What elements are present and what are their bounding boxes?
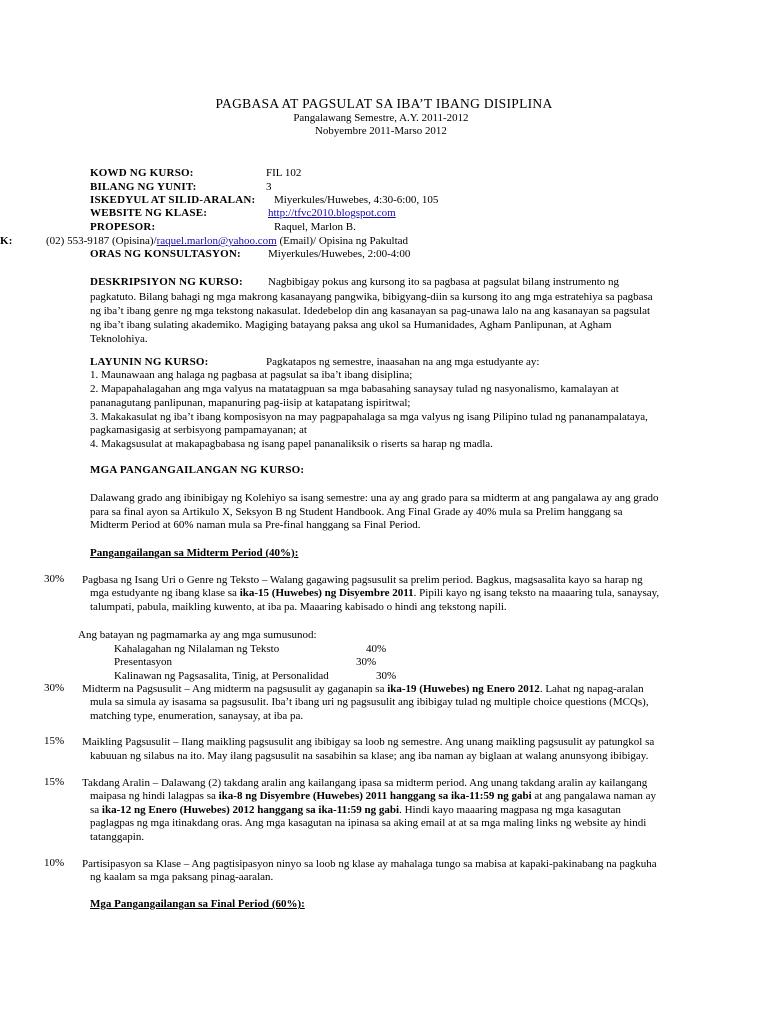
item1-line-3: talumpati, pabula, maikling kuwento, at iba pa. Maaaring kabisado o hindi ang tekstong napili.: [90, 601, 507, 613]
consult-label: ORAS NG KONSULTASYON:: [90, 248, 241, 260]
item5-line-2: ng kaalam sa mga paksang pinag-aaralan.: [90, 871, 274, 883]
contact-email-link[interactable]: raquel.marlon@yahoo.com: [156, 235, 277, 247]
item4-line-3a: sa: [90, 804, 102, 816]
objective-line-6: 4. Makagsusulat at makapagbabasa ng isang papel pananaliksik o riserts sa harap ng madla.: [90, 438, 493, 450]
item4-line-1: Takdang Aralin – Dalawang (2) takdang aralin ang kailangang ipasa sa midterm period. Ang unang takdang aralin ay kailangang: [82, 777, 648, 789]
criteria-2-value: 30%: [356, 656, 377, 668]
contact-label-cut: K:: [0, 235, 13, 247]
requirements-label: MGA PANGANGAILANGAN NG KURSO:: [90, 464, 305, 476]
item1-date: ika-15 (Huwebes) ng Disyembre 2011: [239, 587, 414, 599]
description-label: DESKRIPSIYON NG KURSO:: [90, 276, 243, 288]
item4-line-5: tatanggapin.: [90, 831, 145, 843]
item4-date-1: ika-8 ng Disyembre (Huwebes) 2011 hanggang sa ika-11:59 ng gabi: [218, 790, 532, 802]
item2-date: ika-19 (Huwebes) ng Enero 2012: [387, 683, 540, 695]
semester-line: Pangalawang Semestre, A.Y. 2011-2012: [293, 112, 469, 124]
item4-line-2: [90, 789, 656, 803]
item1-line-2: [90, 586, 659, 600]
objective-line-1: 1. Maunawaan ang halaga ng pagbasa at pagsulat sa iba’t ibang disiplina;: [90, 369, 413, 381]
requirements-line-1: Dalawang grado ang ibinibigay ng Kolehiyo sa isang semestre: una ay ang grado para sa midterm at ang pangalawa ay ang grado: [90, 492, 659, 504]
professor-value: Raquel, Marlon B.: [274, 221, 356, 233]
objective-line-2: 2. Mapapahalagahan ang mga valyus na matatagpuan sa mga babasahing sanaysay tulad ng nasyonalismo, kamalayan at: [90, 383, 619, 395]
course-code-label: KOWD NG KURSO:: [90, 167, 194, 179]
contact-line: [46, 234, 408, 248]
schedule-value: Miyerkules/Huwebes, 4:30-6:00, 105: [274, 194, 439, 206]
item2-line-1: [82, 682, 644, 696]
description-line-1: Nagbibigay pokus ang kursong ito sa pagbasa at pagsulat bilang instrumento ng: [268, 276, 620, 288]
objectives-label: LAYUNIN NG KURSO:: [90, 356, 209, 368]
item1-line-2a: mga estudyante ng ibang klase sa: [90, 587, 240, 599]
item2-line-1a: Midterm na Pagsusulit – Ang midterm na pagsusulit ay gaganapin sa: [82, 683, 388, 695]
units-label: BILANG NG YUNIT:: [90, 181, 197, 193]
period-line: Nobyembre 2011-Marso 2012: [315, 125, 447, 137]
document-title: PAGBASA AT PAGSULAT SA IBA’T IBANG DISIPLINA: [215, 96, 553, 111]
item4-date-2: ika-12 ng Enero (Huwebes) 2012 hanggang sa ika-11:59 ng gabi: [101, 804, 400, 816]
item5-line-1: Partisipasyon sa Klase – Ang pagtisipasyon ninyo sa loob ng klase ay mahalaga tungo sa mabisa at kapaki-pakinabang na pagkuha: [82, 858, 657, 870]
objective-line-5: pagkamasigasig at serbisyong pampamayanan; at: [90, 424, 307, 436]
website-link[interactable]: http://tfvc2010.blogspot.com: [268, 207, 396, 219]
description-line-3: ng iba’t ibang genre ng mga tekstong nakasulat. Idedebelop din ang kasanayan sa pag-unawa lalo na ang kasanayan sa pagsulat: [90, 305, 651, 317]
consult-value: Miyerkules/Huwebes, 2:00-4:00: [268, 248, 411, 260]
course-code-value: FIL 102: [266, 167, 302, 179]
midterm-heading: Pangangailangan sa Midterm Period (40%):: [90, 547, 299, 559]
criteria-3: Kalinawan ng Pagsasalita, Tinig, at Personalidad: [114, 670, 329, 682]
schedule-label: ISKEDYUL AT SILID-ARALAN:: [90, 194, 256, 206]
item4-line-3c: . Hindi kayo maaaring magpasa ng mga kasagutan: [399, 804, 621, 816]
item1-line-2c: . Pipili kayo ng isang teksto na maaaring tula, sanaysay,: [413, 587, 660, 599]
item1-line-1: Pagbasa ng Isang Uri o Genre ng Teksto – Walang gagawing pagsusulit sa prelim period. Bagkus, magsasalita kayo sa harap ng: [82, 574, 643, 586]
item3-line-1: Maikling Pagsusulit – Ilang maikling pagsusulit ang ibibigay sa loob ng semestre. Ang unang maikling pagsusulit ay patungkol sa: [82, 736, 655, 748]
item4-line-4: paglagpas ng mga itinakdang oras. Ang mga kasagutan na ipinasa sa aking email at at sa mga maling links ng website ay hindi: [90, 817, 647, 829]
item4-percent: 15%: [44, 776, 65, 788]
criteria-intro: Ang batayan ng pagmamarka ay ang mga sumusunod:: [78, 629, 317, 641]
item1-percent: 30%: [44, 573, 65, 585]
criteria-1-value: 40%: [366, 643, 387, 655]
item4-line-2a: maipasa ng hindi lalagpas sa: [90, 790, 219, 802]
units-value: 3: [266, 181, 272, 193]
final-heading: Mga Pangangailangan sa Final Period (60%):: [90, 898, 305, 910]
item2-line-3: matching type, enumeration, sanaysay, at iba pa.: [90, 710, 304, 722]
objectives-intro: Pagkatapos ng semestre, inaasahan na ang mga estudyante ay:: [266, 356, 540, 368]
criteria-1: Kahalagahan ng Nilalaman ng Teksto: [114, 643, 280, 655]
criteria-3-value: 30%: [376, 670, 397, 682]
website-label: WEBSITE NG KLASE:: [90, 207, 208, 219]
professor-label: PROPESOR:: [90, 221, 156, 233]
description-line-2: pagkatuto. Bilang bahagi ng mga makrong kasanayang pangwika, bibigyang-diin sa kursong ito ang mga estratehiya sa pagbasa: [90, 291, 653, 303]
item4-line-3: [90, 803, 621, 817]
item2-line-1c: . Lahat ng napag-aralan: [539, 683, 644, 695]
objective-line-3: pananagutang panlipunan, mapanuring pag-iisip at katapatang ispiritwal;: [90, 397, 411, 409]
item2-line-2: mula sa simula ay isasama sa pagsusulit. Iba’t ibang uri ng pagsusulit ang ibibigay tulad ng multiple choice questions (MCQs),: [90, 696, 649, 708]
item5-percent: 10%: [44, 857, 65, 869]
description-line-4: ng iba’t ibang sulating akademiko. Magiging batayang paksa ang ukol sa Humanidades, Agham Panlipunan, at Agham: [90, 319, 612, 331]
item2-percent: 30%: [44, 682, 65, 694]
contact-phone: (02) 553-9187 (Opisina)/: [46, 235, 157, 247]
objective-line-4: 3. Makakasulat ng iba’t ibang komposisyon na may pagpapahalaga sa mga valyus ng isang Pilipino tulad ng pananampalataya,: [90, 411, 648, 423]
requirements-line-2: para sa final ayon sa Artikulo X, Seksyon B ng Student Handbook. Ang Final Grade ay 40% mula sa Prelim hanggang sa: [90, 506, 623, 518]
requirements-line-3: Midterm Period at 60% naman mula sa Pre-final hanggang sa Final Period.: [90, 519, 421, 531]
item3-percent: 15%: [44, 735, 65, 747]
item4-line-2c: at ang pangalawa naman ay: [531, 790, 656, 802]
contact-rest: (Email)/ Opisina ng Pakultad: [276, 235, 409, 247]
item3-line-2: kabuuan ng silabus na ito. May ilang pagsusulit na sasabihin sa klase; ang iba naman ay biglaan at walang anunsyong ibibigay.: [90, 750, 649, 762]
description-line-5: Teknolohiya.: [90, 333, 148, 345]
criteria-2: Presentasyon: [114, 656, 173, 668]
